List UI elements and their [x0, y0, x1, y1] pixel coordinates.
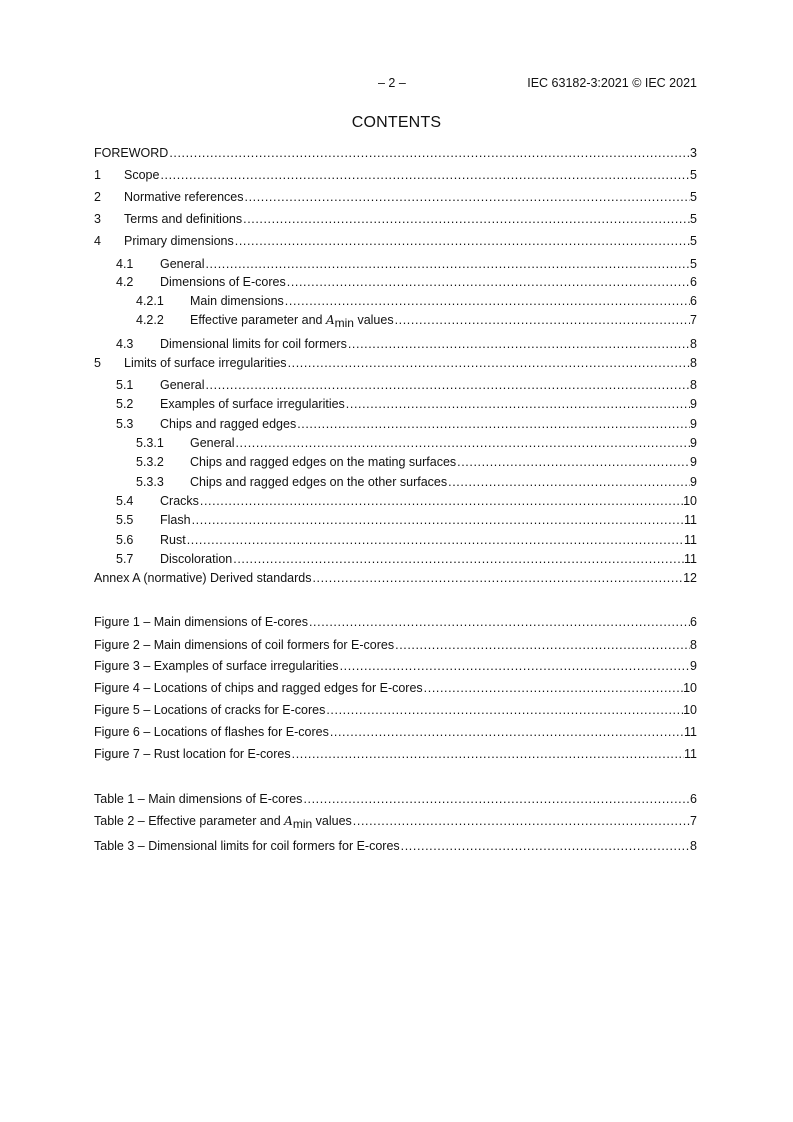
entry-title-text: Dimensional limits for coil formers: [160, 337, 347, 351]
dot-leader: [244, 189, 691, 205]
entry-number: 1: [94, 168, 101, 182]
math-subscript: min: [292, 817, 313, 831]
entry-page: 8: [690, 356, 697, 370]
entry-page: 5: [690, 212, 697, 226]
entry-title: [160, 396, 345, 412]
entry-title-suffix: values: [312, 814, 352, 828]
dot-leader: [296, 416, 690, 432]
entry-title: [190, 312, 394, 328]
dot-leader: [400, 838, 690, 854]
figure-entry[interactable]: [94, 724, 697, 740]
toc-entry[interactable]: [94, 355, 697, 371]
entry-title: [190, 454, 456, 470]
entry-title-text: Scope: [124, 168, 160, 182]
dot-leader: [168, 145, 690, 161]
entry-title: [190, 293, 284, 309]
entry-title-text: General: [160, 378, 205, 392]
entry-title: [94, 702, 325, 718]
entry-page: 9: [690, 659, 697, 673]
entry-page: 10: [683, 494, 697, 508]
entry-title-text: Chips and ragged edges on the mating surfaces: [190, 455, 457, 469]
dot-leader: [204, 377, 690, 393]
entry-number: 5.7: [116, 552, 134, 566]
dot-leader: [284, 293, 690, 309]
dot-leader: [199, 493, 683, 509]
entry-title: [94, 145, 168, 161]
dot-leader: [232, 551, 684, 567]
entry-title-text: Primary dimensions: [124, 234, 234, 248]
entry-page: 6: [690, 792, 697, 806]
entry-title-text: Normative references: [124, 190, 244, 204]
table-entry[interactable]: [94, 838, 697, 854]
entry-title: [94, 637, 394, 653]
entry-number: 4.3: [116, 337, 134, 351]
toc-entry[interactable]: [116, 396, 697, 412]
entry-title-text: Figure 2 – Main dimensions of coil formers for E-cores: [94, 638, 395, 652]
entry-page: 11: [684, 747, 697, 761]
entry-title-text: Table 1 – Main dimensions of E-cores: [94, 792, 303, 806]
toc-entry[interactable]: [94, 167, 697, 183]
entry-title-text: Limits of surface irregularities: [124, 356, 287, 370]
dot-leader: [186, 532, 684, 548]
dot-leader: [191, 512, 684, 528]
dot-leader: [204, 256, 690, 272]
figure-entry[interactable]: [94, 614, 697, 630]
entry-title-text: Figure 3 – Examples of surface irregularities: [94, 659, 339, 673]
figure-entry[interactable]: [94, 702, 697, 718]
entry-title: [190, 435, 234, 451]
dot-leader: [291, 746, 684, 762]
toc-entry[interactable]: [94, 145, 697, 161]
dot-leader: [159, 167, 690, 183]
entry-title: [94, 658, 339, 674]
toc-entry[interactable]: [116, 274, 697, 290]
entry-page: 5: [690, 234, 697, 248]
entry-number: 5.4: [116, 494, 134, 508]
entry-number: 4.2: [116, 275, 134, 289]
toc-entry[interactable]: [116, 336, 697, 352]
entry-page: 8: [690, 638, 697, 652]
entry-title-text: Rust: [160, 533, 186, 547]
entry-title-text: Main dimensions: [190, 294, 284, 308]
figure-entry[interactable]: [94, 658, 697, 674]
entry-title: [94, 746, 291, 762]
entry-title: [124, 211, 242, 227]
dot-leader: [394, 637, 690, 653]
entry-title-text: Table 3 – Dimensional limits for coil formers for E-cores: [94, 839, 400, 853]
entry-title-text: Figure 7 – Rust location for E-cores: [94, 747, 291, 761]
toc-entry[interactable]: [94, 211, 697, 227]
entry-title-text: Figure 6 – Locations of flashes for E-cores: [94, 725, 329, 739]
entry-title: [94, 724, 329, 740]
entry-page: 10: [683, 703, 697, 717]
entry-title: [160, 377, 204, 393]
entry-title: [94, 680, 423, 696]
entry-title-text: Figure 4 – Locations of chips and ragged edges for E-cores: [94, 681, 423, 695]
entry-title-text: Discoloration: [160, 552, 233, 566]
toc-entry[interactable]: [116, 416, 697, 432]
entry-title-text: Figure 1 – Main dimensions of E-cores: [94, 615, 308, 629]
entry-page: 6: [690, 615, 697, 629]
table-entry[interactable]: [94, 813, 697, 829]
entry-title: [94, 838, 400, 854]
entry-page: 9: [690, 455, 697, 469]
toc-entry[interactable]: [94, 570, 697, 586]
dot-leader: [308, 614, 690, 630]
figure-entry[interactable]: [94, 680, 697, 696]
entry-title-text: Table 2 – Effective parameter and: [94, 814, 285, 828]
figure-entry[interactable]: [94, 637, 697, 653]
dot-leader: [311, 570, 683, 586]
document-id: IEC 63182-3:2021 © IEC 2021: [527, 76, 697, 90]
entry-title: [160, 493, 199, 509]
entry-title: [124, 355, 287, 371]
entry-number: 5: [94, 356, 101, 370]
entry-title: [160, 512, 191, 528]
entry-number: 5.1: [116, 378, 134, 392]
entry-title-text: General: [160, 257, 205, 271]
dot-leader: [234, 435, 690, 451]
entry-page: 8: [690, 337, 697, 351]
toc-entry[interactable]: [136, 293, 697, 309]
entry-title: [94, 570, 311, 586]
entry-title-text: Dimensions of E-cores: [160, 275, 286, 289]
entry-number: 3: [94, 212, 101, 226]
dot-leader: [352, 813, 690, 829]
entry-title-text: Examples of surface irregularities: [160, 397, 345, 411]
dot-leader: [423, 680, 683, 696]
entry-page: 8: [690, 378, 697, 392]
page-number: – 2 –: [378, 76, 406, 90]
toc-entry[interactable]: [94, 189, 697, 205]
entry-page: 5: [690, 257, 697, 271]
entry-title: [160, 416, 296, 432]
entry-number: 4.2.2: [136, 313, 164, 327]
entry-page: 3: [690, 146, 697, 160]
dot-leader: [345, 396, 690, 412]
entry-title: [124, 167, 159, 183]
entry-number: 5.3.1: [136, 436, 164, 450]
entry-number: 5.3.2: [136, 455, 164, 469]
entry-title: [160, 256, 204, 272]
dot-leader: [325, 702, 683, 718]
entry-page: 6: [690, 275, 697, 289]
entry-page: 7: [690, 313, 697, 327]
entry-title-text: Effective parameter and: [190, 313, 326, 327]
entry-title: [124, 233, 234, 249]
toc-entry[interactable]: [136, 312, 697, 328]
entry-title-text: General: [190, 436, 235, 450]
entry-title: [160, 551, 232, 567]
entry-page: 11: [684, 552, 697, 566]
dot-leader: [234, 233, 690, 249]
entry-title: [124, 189, 244, 205]
math-variable: A: [325, 313, 335, 327]
entry-page: 10: [683, 681, 697, 695]
entry-title-text: Annex A (normative) Derived standards: [94, 571, 312, 585]
entry-title: [94, 813, 352, 829]
dot-leader: [394, 312, 690, 328]
entry-number: 5.3.3: [136, 475, 164, 489]
toc-entry[interactable]: [116, 532, 697, 548]
entry-page: 12: [683, 571, 697, 585]
table-entry[interactable]: [94, 791, 697, 807]
entry-page: 9: [690, 436, 697, 450]
entry-title: [160, 532, 186, 548]
entry-title-suffix: values: [353, 313, 394, 327]
entry-page: 11: [684, 513, 697, 527]
entry-title-text: Chips and ragged edges on the other surfaces: [190, 475, 448, 489]
entry-page: 11: [684, 725, 697, 739]
entry-title-text: Cracks: [160, 494, 199, 508]
entry-page: 9: [690, 417, 697, 431]
entry-number: 4.2.1: [136, 294, 164, 308]
entry-page: 8: [690, 839, 697, 853]
dot-leader: [329, 724, 684, 740]
entry-page: 11: [684, 533, 697, 547]
entry-page: 7: [690, 814, 697, 828]
entry-number: 2: [94, 190, 101, 204]
entry-title: [190, 474, 447, 490]
dot-leader: [242, 211, 690, 227]
dot-leader: [456, 454, 690, 470]
toc-entry[interactable]: [136, 474, 697, 490]
entry-number: 5.3: [116, 417, 134, 431]
entry-title: [94, 791, 302, 807]
dot-leader: [347, 336, 690, 352]
entry-number: 4: [94, 234, 101, 248]
dot-leader: [339, 658, 690, 674]
entry-title-text: Terms and definitions: [124, 212, 243, 226]
toc-entry[interactable]: [136, 435, 697, 451]
entry-number: 4.1: [116, 257, 134, 271]
entry-page: 9: [690, 475, 697, 489]
entry-number: 5.5: [116, 513, 134, 527]
dot-leader: [286, 274, 690, 290]
page-title: CONTENTS: [351, 114, 442, 131]
toc-entry[interactable]: [136, 454, 697, 470]
entry-number: 5.2: [116, 397, 134, 411]
entry-title-text: Chips and ragged edges: [160, 417, 297, 431]
entry-page: 9: [690, 397, 697, 411]
entry-title-text: Figure 5 – Locations of cracks for E-cores: [94, 703, 326, 717]
entry-page: 6: [690, 294, 697, 308]
toc-entry[interactable]: [116, 512, 697, 528]
toc-entry[interactable]: [116, 493, 697, 509]
toc-entry[interactable]: [116, 377, 697, 393]
figure-entry[interactable]: [94, 746, 697, 762]
dot-leader: [302, 791, 690, 807]
math-variable: A: [284, 814, 293, 828]
entry-title-text: FOREWORD: [94, 146, 169, 160]
entry-title: [94, 614, 308, 630]
entry-title-text: Flash: [160, 513, 191, 527]
entry-page: 5: [690, 168, 697, 182]
entry-number: 5.6: [116, 533, 134, 547]
entry-title: [160, 336, 347, 352]
toc-entry[interactable]: [116, 551, 697, 567]
entry-title: [160, 274, 286, 290]
dot-leader: [287, 355, 690, 371]
math-subscript: min: [334, 316, 354, 330]
entry-page: 5: [690, 190, 697, 204]
toc-entry[interactable]: [94, 233, 697, 249]
dot-leader: [447, 474, 690, 490]
toc-entry[interactable]: [116, 256, 697, 272]
